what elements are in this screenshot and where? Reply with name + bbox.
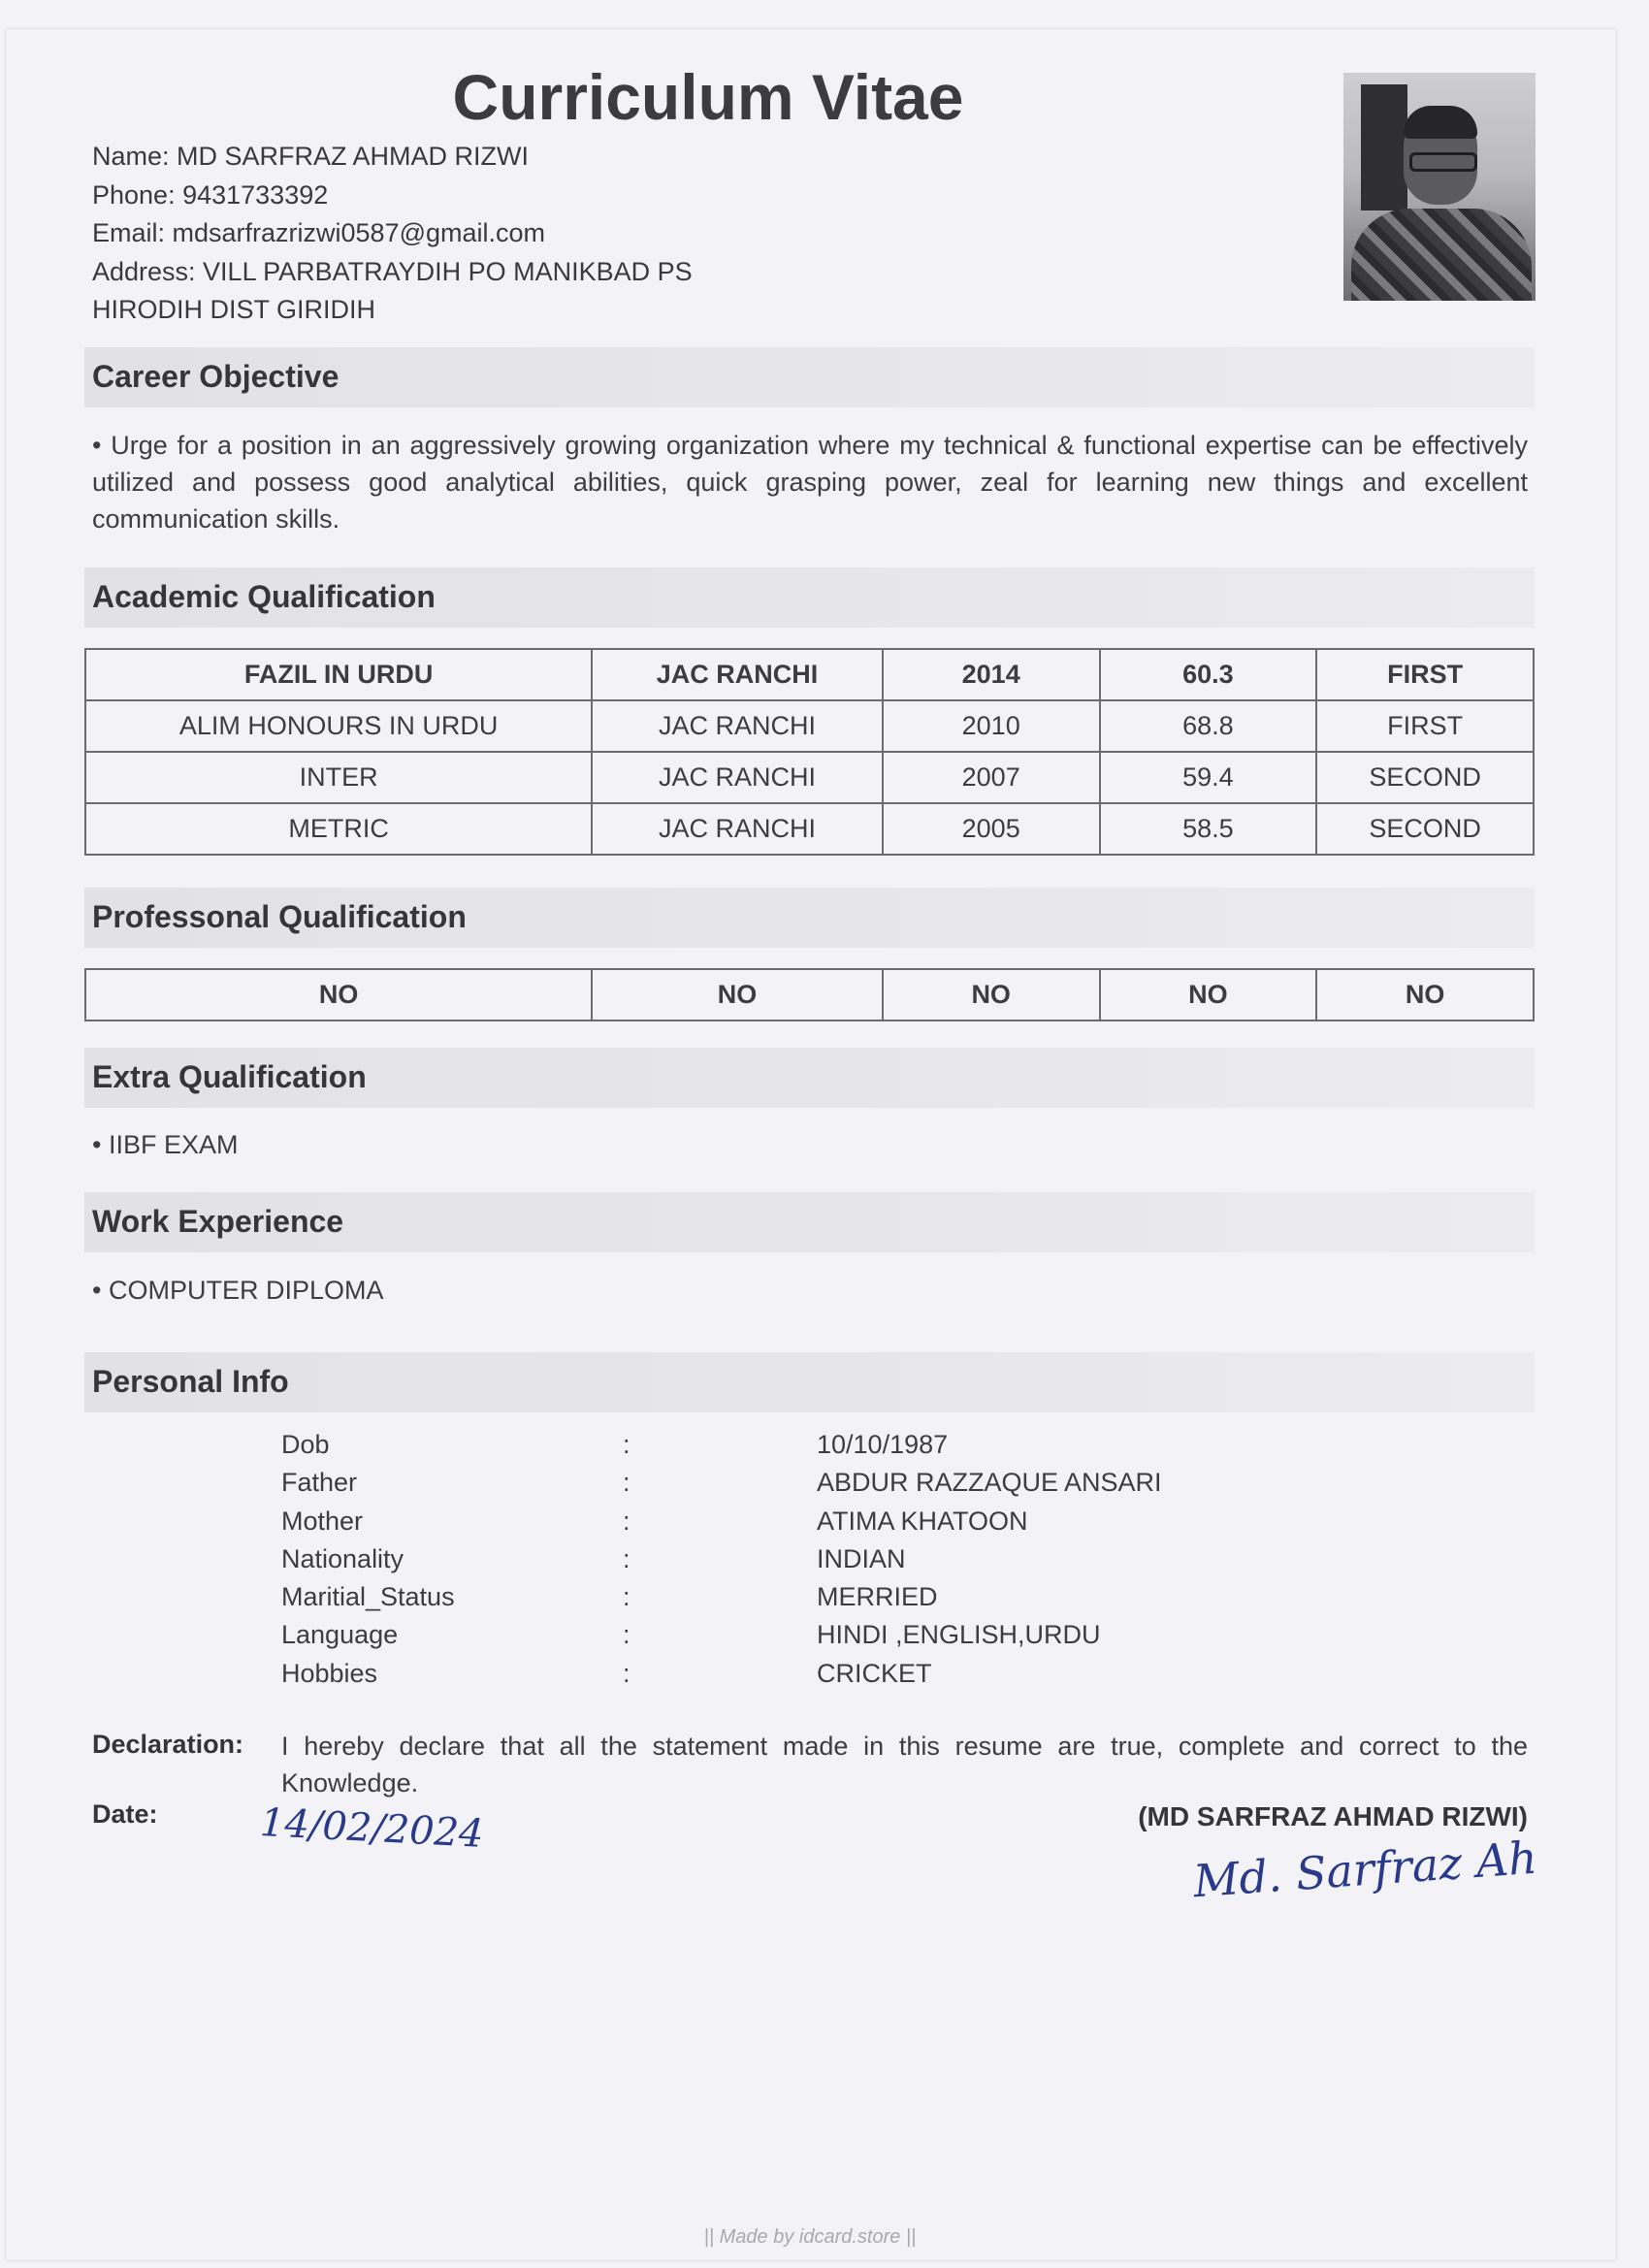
academic-table [84,648,1535,856]
table-cell: 2010 [883,700,1100,752]
info-separator: : [623,1468,630,1498]
date-label: Date: [92,1799,158,1829]
section-title: Professonal Qualification [92,899,467,934]
table-cell: ALIM HONOURS IN URDU [85,700,592,752]
table-cell: JAC RANCHI [592,700,883,752]
info-key: Dob [281,1430,330,1459]
table-cell: 2007 [883,752,1100,803]
table-row [85,752,1534,803]
contact-address-line2: HIRODIH DIST GIRIDIH [92,295,376,324]
table-cell: FAZIL IN URDU [85,649,592,700]
table-cell: FIRST [1316,700,1534,752]
table-cell: NO [85,969,592,1021]
table-cell: JAC RANCHI [592,803,883,855]
table-cell: 58.5 [1100,803,1317,855]
contact-address-line1: Address: VILL PARBATRAYDIH PO MANIKBAD PS [92,256,693,286]
info-value: 10/10/1987 [817,1430,949,1459]
info-separator: : [623,1430,630,1459]
work-item: • COMPUTER DIPLOMA [92,1276,384,1305]
professional-table [84,968,1535,1021]
objective-text: • Urge for a position in an aggressively growing organization where my technical & functional expertise can be effectively utilized and possess good analytical abilities, quick grasping power, zeal for learning new things and excellent communication skills. [92,431,1528,534]
info-separator: : [623,1658,630,1688]
section-career-objective [84,347,1535,407]
section-title: Extra Qualification [92,1059,367,1094]
handwritten-date: 14/02/2024 [258,1799,485,1858]
section-extra [84,1048,1535,1108]
table-cell: NO [1316,969,1534,1021]
info-key: Maritial_Status [281,1582,455,1612]
table-cell: METRIC [85,803,592,855]
contact-name: Name: MD SARFRAZ AHMAD RIZWI [92,142,530,171]
table-cell: SECOND [1316,803,1534,855]
info-value: INDIAN [817,1543,906,1573]
info-value: HINDI ,ENGLISH,URDU [817,1620,1101,1650]
info-separator: : [623,1620,630,1650]
footer-credit: || Made by idcard.store || [703,2226,917,2248]
contact-block [92,138,693,330]
info-key: Mother [281,1506,364,1536]
info-separator: : [623,1506,630,1536]
section-academic [84,567,1535,628]
table-cell: 68.8 [1100,700,1317,752]
contact-email: Email: mdsarfrazrizwi0587@gmail.com [92,218,546,247]
table-cell: 59.4 [1100,752,1317,803]
table-cell: 2005 [883,803,1100,855]
page-title: Curriculum Vitae [452,61,964,133]
extra-item: • IIBF EXAM [92,1130,239,1159]
section-personal [84,1352,1535,1412]
section-title: Career Objective [92,359,340,394]
info-separator: : [623,1582,630,1612]
info-key: Hobbies [281,1658,378,1688]
contact-phone: Phone: 9431733392 [92,179,329,210]
signature: Md. Sarfraz Ah [1191,1831,1539,1908]
section-work [84,1192,1535,1252]
info-value: MERRIED [817,1582,938,1612]
table-cell: NO [592,969,883,1021]
info-value: ATIMA KHATOON [817,1506,1028,1536]
table-cell: INTER [85,752,592,803]
signatory-name: (MD SARFRAZ AHMAD RIZWI) [1138,1801,1528,1831]
section-title: Academic Qualification [92,579,436,614]
table-cell: FIRST [1316,649,1534,700]
table-cell: NO [1100,969,1317,1021]
table-cell: 60.3 [1100,649,1317,700]
info-key: Language [281,1620,399,1650]
table-cell: SECOND [1316,752,1534,803]
table-cell: JAC RANCHI [592,752,883,803]
declaration-label: Declaration: [92,1730,244,1759]
table-cell: JAC RANCHI [592,649,883,700]
info-value: ABDUR RAZZAQUE ANSARI [817,1468,1162,1498]
table-row [85,700,1534,752]
info-separator: : [623,1543,630,1573]
section-title: Work Experience [92,1204,344,1239]
table-cell: NO [883,969,1100,1021]
info-value: CRICKET [817,1658,932,1688]
section-title: Personal Info [92,1364,289,1399]
info-key: Nationality [281,1543,404,1573]
table-cell: 2014 [883,649,1100,700]
table-row [85,803,1534,855]
section-professional [84,888,1535,948]
table-row [85,969,1534,1021]
table-row [85,649,1534,700]
info-key: Father [281,1468,358,1498]
profile-photo [1343,73,1536,301]
declaration-text: I hereby declare that all the statement made in this resume are true, complete and correct to the Knowledge. [281,1732,1528,1798]
